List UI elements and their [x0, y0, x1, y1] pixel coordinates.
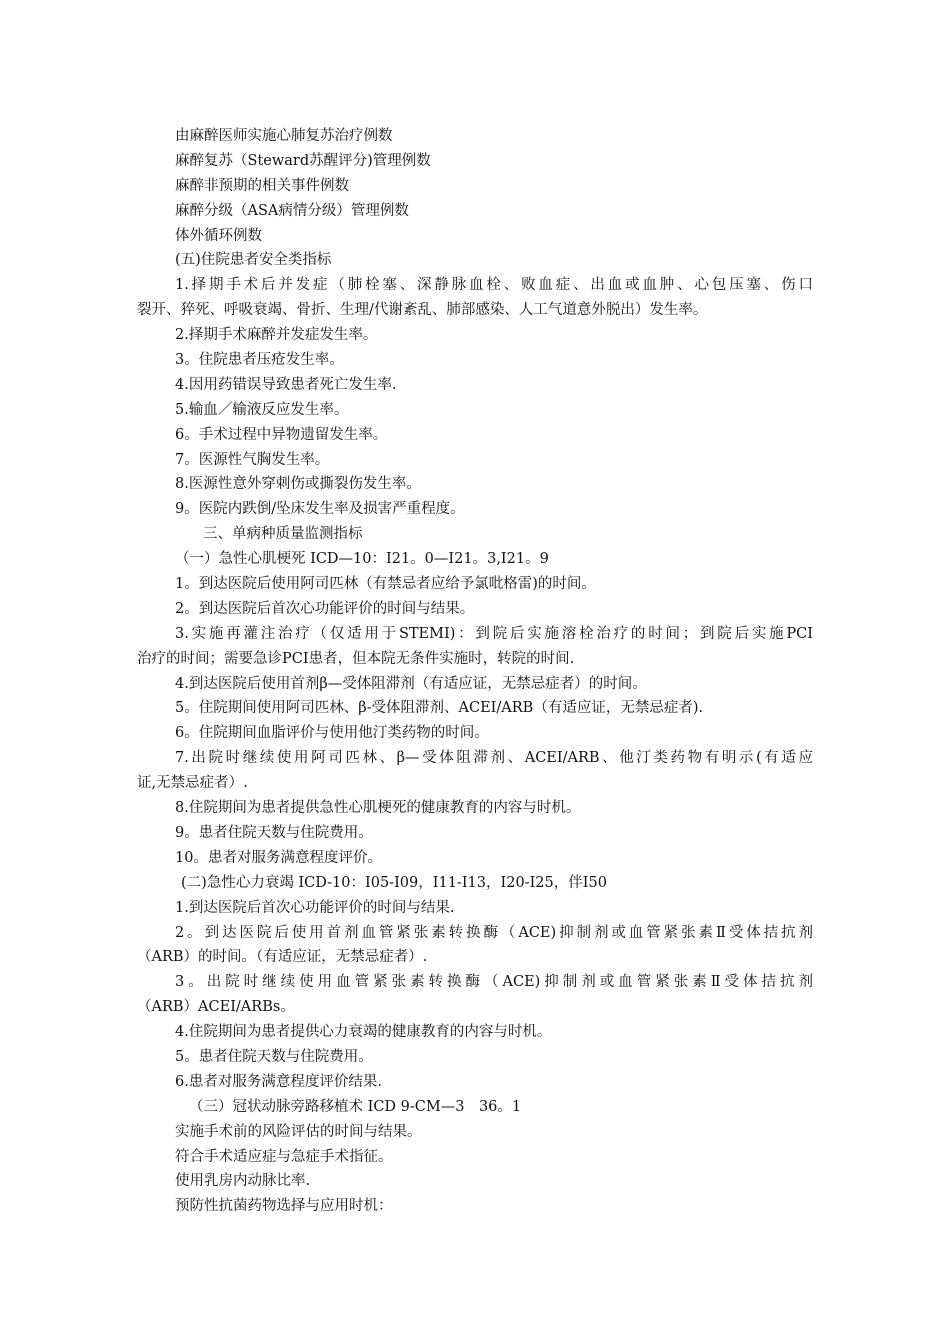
text-line: 由麻醉医师实施心肺复苏治疗例数	[175, 128, 393, 144]
text-line: 1。到达医院后使用阿司匹林（有禁忌者应给予氯吡格雷)的时间。	[175, 576, 596, 593]
text-line: 5.输血／输液反应发生率。	[175, 401, 349, 418]
text-line: (二)急性心力衰竭 ICD-10：I05-I09，I11-I13，I20-I25，伴I50	[181, 874, 607, 891]
text-line: 2.择期手术麻醉并发症发生率。	[175, 327, 378, 344]
text-line: 2。到达医院后使用首剂血管紧张素转换酶（ACE)抑制剂或血管紧张素Ⅱ受体拮抗剂	[175, 924, 813, 941]
text-line: 体外循环例数	[175, 227, 262, 244]
document-body	[137, 124, 813, 1219]
text-line: 证,无禁忌症者）.	[137, 775, 248, 792]
text-line: 麻醉分级（ASA病情分级）管理例数	[175, 202, 409, 219]
text-line: 9。医院内跌倒/坠床发生率及损害严重程度。	[175, 501, 465, 518]
text-line: 1.到达医院后首次心功能评价的时间与结果.	[175, 899, 455, 916]
text-line: 三、单病种质量监测指标	[203, 526, 363, 543]
text-line: 1.择期手术后并发症（肺栓塞、深静脉血栓、败血症、出血或血肿、心包压塞、伤口	[175, 277, 813, 294]
text-line: 3。住院患者压疮发生率。	[175, 352, 344, 369]
text-line: （ARB）的时间。（有适应证，无禁忌症者）.	[137, 949, 428, 966]
text-line: 5。住院期间使用阿司匹林、β-受体阻滞剂、ACEI/ARB（有适应证，无禁忌症者).	[175, 700, 704, 717]
text-line: 8.住院期间为患者提供急性心肌梗死的健康教育的内容与时机。	[175, 800, 581, 817]
text-line: 3。出院时继续使用血管紧张素转换酶（ACE)抑制剂或血管紧张素Ⅱ受体拮抗剂	[175, 974, 813, 991]
text-line: 7。医源性气胸发生率。	[175, 451, 330, 468]
text-line: （一）急性心肌梗死 ICD—10：I21。0—I21。3,I21。9	[175, 551, 549, 568]
text-line: 6.患者对服务满意程度评价结果.	[175, 1073, 382, 1090]
text-line: 5。患者住院天数与住院费用。	[175, 1048, 373, 1065]
text-line: 10。患者对服务满意程度评价。	[175, 849, 382, 866]
text-line: 3.实施再灌注治疗（仅适用于STEMI)：到院后实施溶栓治疗的时间；到院后实施PCI	[175, 625, 813, 642]
text-line: （ARB）ACEI/ARBs。	[137, 999, 295, 1016]
text-line: （三）冠状动脉旁路移植术 ICD 9-CM—3 36。1	[189, 1098, 522, 1115]
text-line: 9。患者住院天数与住院费用。	[175, 824, 373, 841]
text-line: 4.住院期间为患者提供心力衰竭的健康教育的内容与时机。	[175, 1024, 552, 1041]
text-line: (五)住院患者安全类指标	[175, 252, 332, 269]
text-line: 4.因用药错误导致患者死亡发生率.	[175, 376, 397, 393]
text-line: 裂开、猝死、呼吸衰竭、骨折、生理/代谢紊乱、肺部感染、人工气道意外脱出）发生率。	[137, 302, 708, 319]
text-line: 麻醉非预期的相关事件例数	[175, 177, 349, 194]
text-line: 6。住院期间血脂评价与使用他汀类药物的时间。	[175, 725, 489, 742]
text-line: 麻醉复苏（Steward苏醒评分)管理例数	[175, 152, 431, 169]
text-line: 2。到达医院后首次心功能评价的时间与结果。	[175, 600, 475, 617]
text-line: 6。手术过程中异物遗留发生率。	[175, 426, 388, 443]
text-line: 8.医源性意外穿刺伤或撕裂伤发生率。	[175, 476, 421, 493]
text-line: 实施手术前的风险评估的时间与结果。	[175, 1123, 422, 1140]
text-line: 7.出院时继续使用阿司匹林、β—受体阻滞剂、ACEI/ARB、他汀类药物有明示(有适应	[175, 750, 813, 767]
text-line: 符合手术适应症与急症手术指征。	[175, 1148, 393, 1165]
text-line: 使用乳房内动脉比率.	[175, 1173, 311, 1190]
text-line: 4.到达医院后使用首剂β—受体阻滞剂（有适应证，无禁忌症者）的时间。	[175, 675, 647, 692]
text-line: 预防性抗菌药物选择与应用时机：	[175, 1198, 393, 1215]
text-line: 治疗的时间；需要急诊PCI患者，但本院无条件实施时，转院的时间.	[137, 650, 575, 667]
